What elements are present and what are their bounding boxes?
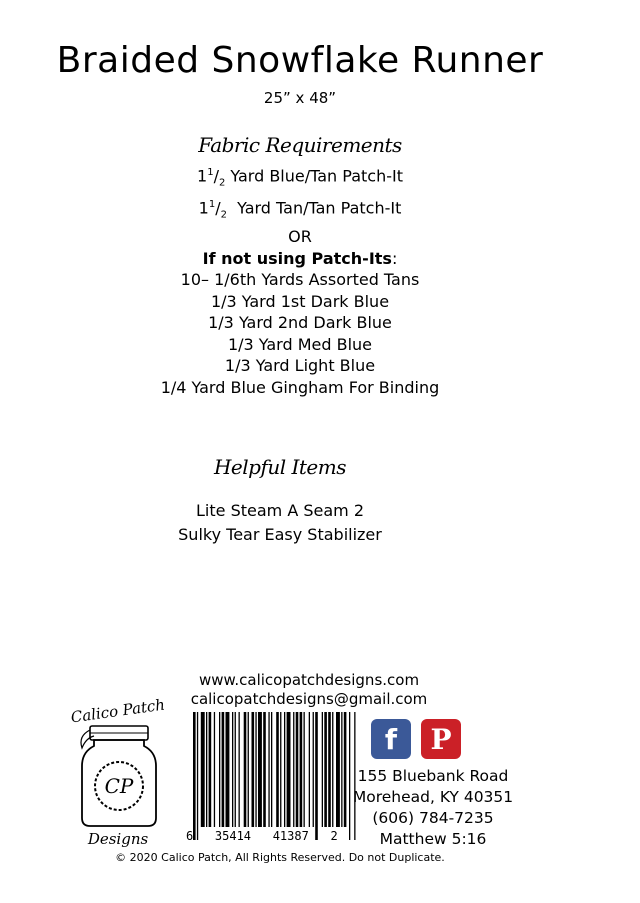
fraction-whole: 1	[198, 198, 209, 218]
fabric-line-text: Yard Tan/Tan Patch-It	[226, 198, 402, 218]
helpful-items-heading: Helpful Items	[213, 455, 346, 479]
not-using-heading	[0, 248, 600, 270]
logo-monogram: CP	[104, 774, 134, 798]
fraction-whole: 1	[197, 166, 208, 186]
fabric-item: 1/3 Yard 2nd Dark Blue	[208, 313, 392, 333]
fabric-line-1: $1^1/_2$ Yard Blue/Tan Patch-It	[197, 166, 403, 189]
upc-barcode	[185, 712, 361, 847]
address-city: Morehead, KY 40351	[352, 788, 514, 806]
or-separator: OR	[288, 227, 312, 247]
contact-address	[352, 766, 514, 850]
fabric-item: 1/3 Yard 1st Dark Blue	[210, 291, 390, 311]
finished-size: 25” x 48”	[263, 89, 337, 107]
pinterest-icon[interactable]	[421, 719, 461, 759]
fraction-denominator: 2	[218, 177, 226, 189]
address-street: 155 Bluebank Road	[357, 767, 509, 785]
barcode-number: 6 35414 41387 2	[186, 829, 338, 843]
fabric-item: 1/3 Yard Med Blue	[227, 334, 373, 354]
helpful-items-list	[0, 499, 560, 547]
facebook-icon[interactable]	[371, 719, 411, 759]
not-using-colon: :	[391, 248, 398, 268]
fabric-line-2: $1^1/_2$ Yard Tan/Tan Patch-It	[198, 198, 402, 221]
facebook-f-glyph: f	[384, 722, 398, 756]
email-link[interactable]: calicopatchdesigns@gmail.com	[190, 690, 428, 708]
bible-verse: Matthew 5:16	[379, 830, 487, 848]
page-title: Braided Snowflake Runner	[56, 40, 544, 81]
not-using-label: If not using Patch-Its	[202, 248, 392, 268]
phone-number: (606) 784-7235	[372, 809, 494, 827]
helpful-item: Sulky Tear Easy Stabilizer	[178, 525, 382, 544]
logo-bottom-text: Designs	[87, 830, 149, 848]
fabric-item: 1/4 Yard Blue Gingham For Binding	[160, 377, 440, 397]
fabric-item: 1/3 Yard Light Blue	[224, 356, 376, 376]
fabric-requirements-list	[0, 162, 600, 398]
fraction-numerator: 1	[208, 199, 216, 211]
copyright-notice: © 2020 Calico Patch, All Rights Reserved. Do not Duplicate.	[115, 851, 445, 864]
fraction-denominator: 2	[220, 209, 227, 221]
fabric-line-text: Yard Blue/Tan Patch-It	[225, 166, 403, 186]
helpful-item: Lite Steam A Seam 2	[196, 501, 364, 520]
fabric-requirements-heading: Fabric Requirements	[198, 133, 402, 157]
fraction-numerator: 1	[207, 167, 214, 178]
pinterest-p-glyph: P	[430, 722, 452, 756]
calico-patch-logo	[60, 690, 178, 850]
fabric-item: 10– 1/6th Yards Assorted Tans	[180, 270, 420, 290]
website-link[interactable]: www.calicopatchdesigns.com	[198, 671, 420, 689]
logo-top-text: Calico Patch	[69, 695, 166, 727]
